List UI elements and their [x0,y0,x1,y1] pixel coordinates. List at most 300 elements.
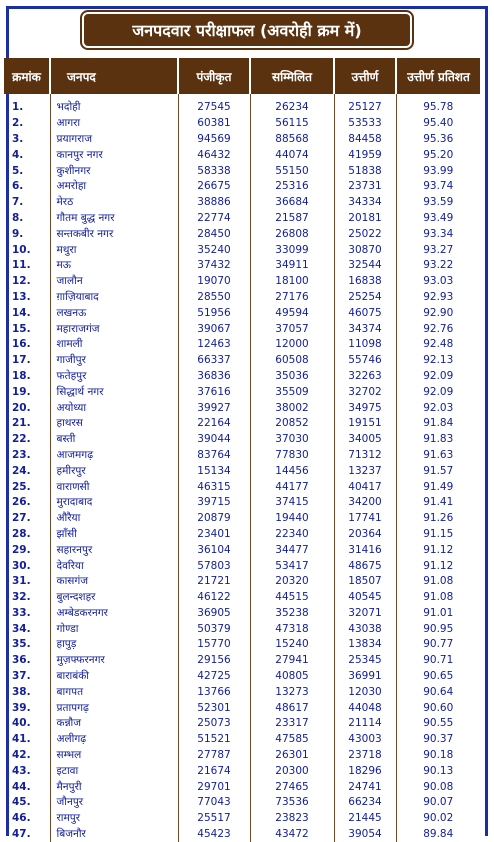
district-cell: प्रतापगढ़ [50,700,178,716]
appeared-cell: 53417 [250,558,334,574]
pass-percent-cell: 91.12 [396,542,480,558]
serial-cell: 27. [12,512,31,525]
appeared-cell: 27941 [250,653,334,669]
passed-cell: 55746 [334,353,396,369]
appeared-cell: 47585 [250,732,334,748]
pass-percent-cell: 92.93 [396,290,480,306]
table-row [4,416,480,432]
passed-cell: 12030 [334,684,396,700]
serial-cell: 35. [12,638,31,651]
district-cell: बिजनौर [50,827,178,842]
passed-cell: 40417 [334,479,396,495]
pass-percent-cell: 91.57 [396,463,480,479]
serial-cell: 1. [12,101,24,114]
appeared-cell: 20300 [250,763,334,779]
passed-cell: 39054 [334,827,396,842]
district-cell: अमरोहा [50,179,178,195]
serial-cell: 43. [12,764,31,777]
table-header-row [4,58,480,94]
serial-cell: 12. [12,275,31,288]
passed-cell: 21114 [334,716,396,732]
serial-cell: 28. [12,527,31,540]
registered-cell: 25073 [178,716,250,732]
registered-cell: 22164 [178,416,250,432]
registered-cell: 36905 [178,606,250,622]
serial-cell: 32. [12,591,31,604]
pass-percent-cell: 91.15 [396,527,480,543]
pass-percent-cell: 91.08 [396,574,480,590]
appeared-cell: 36684 [250,195,334,211]
district-cell: मथुरा [50,242,178,258]
registered-cell: 28450 [178,226,250,242]
pass-percent-cell: 92.90 [396,305,480,321]
serial-cell: 8. [12,211,24,224]
table-row [4,716,480,732]
pass-percent-cell: 91.83 [396,432,480,448]
passed-cell: 25254 [334,290,396,306]
appeared-cell: 26808 [250,226,334,242]
pass-percent-cell: 90.02 [396,811,480,827]
serial-cell: 4. [12,148,24,161]
table-row [4,590,480,606]
appeared-cell: 35238 [250,606,334,622]
district-cell: प्रयागराज [50,132,178,148]
passed-cell: 34975 [334,400,396,416]
table-row [4,147,480,163]
appeared-cell: 12000 [250,337,334,353]
district-cell: अम्बेडकरनगर [50,606,178,622]
passed-cell: 30870 [334,242,396,258]
table-row [4,827,480,842]
registered-cell: 22774 [178,211,250,227]
district-cell: जालौन [50,274,178,290]
district-cell: सम्भल [50,748,178,764]
passed-cell: 13834 [334,637,396,653]
district-cell: बस्ती [50,432,178,448]
appeared-cell: 47318 [250,621,334,637]
table-row [4,811,480,827]
registered-cell: 37616 [178,384,250,400]
serial-cell: 9. [12,227,24,240]
district-cell: सिद्धार्थ नगर [50,384,178,400]
passed-cell: 71312 [334,448,396,464]
passed-cell: 31416 [334,542,396,558]
pass-percent-cell: 93.03 [396,274,480,290]
passed-cell: 34374 [334,321,396,337]
pass-percent-cell: 90.55 [396,716,480,732]
appeared-cell: 22340 [250,527,334,543]
table-row [4,211,480,227]
passed-cell: 20364 [334,527,396,543]
registered-cell: 52301 [178,700,250,716]
district-cell: गाजीपुर [50,353,178,369]
pass-percent-cell: 93.99 [396,163,480,179]
registered-cell: 26675 [178,179,250,195]
table-row [4,94,480,116]
passed-cell: 66234 [334,795,396,811]
passed-cell: 34005 [334,432,396,448]
registered-cell: 15770 [178,637,250,653]
appeared-cell: 27176 [250,290,334,306]
registered-cell: 45423 [178,827,250,842]
table-row [4,795,480,811]
appeared-cell: 15240 [250,637,334,653]
appeared-cell: 14456 [250,463,334,479]
appeared-cell: 27465 [250,779,334,795]
serial-cell: 31. [12,575,31,588]
passed-cell: 32702 [334,384,396,400]
pass-percent-cell: 95.78 [396,94,480,116]
district-cell: कन्नौज [50,716,178,732]
serial-cell: 13. [12,290,31,303]
appeared-cell: 38002 [250,400,334,416]
registered-cell: 28550 [178,290,250,306]
registered-cell: 50379 [178,621,250,637]
passed-cell: 20181 [334,211,396,227]
appeared-cell: 56115 [250,116,334,132]
passed-cell: 25127 [334,94,396,116]
appeared-cell: 20852 [250,416,334,432]
registered-cell: 36836 [178,369,250,385]
pass-percent-cell: 93.22 [396,258,480,274]
serial-cell: 7. [12,196,24,209]
district-cell: मैनपुरी [50,779,178,795]
serial-cell: 45. [12,796,31,809]
table-row [4,337,480,353]
registered-cell: 19070 [178,274,250,290]
appeared-cell: 37415 [250,495,334,511]
appeared-cell: 44177 [250,479,334,495]
registered-cell: 15134 [178,463,250,479]
district-results-table [4,58,480,842]
table-row [4,479,480,495]
registered-cell: 37432 [178,258,250,274]
district-cell: गौतम बुद्ध नगर [50,211,178,227]
pass-percent-cell: 92.03 [396,400,480,416]
district-cell: भदोही [50,94,178,116]
district-cell: कासगंज [50,574,178,590]
table-row [4,179,480,195]
district-cell: लखनऊ [50,305,178,321]
pass-percent-cell: 92.76 [396,321,480,337]
passed-cell: 48675 [334,558,396,574]
pass-percent-cell: 90.08 [396,779,480,795]
district-cell: महाराजगंज [50,321,178,337]
pass-percent-cell: 95.40 [396,116,480,132]
table-row [4,132,480,148]
page-title: जनपदवार परीक्षाफल (अवरोही क्रम में) [82,12,412,48]
registered-cell: 46432 [178,147,250,163]
appeared-cell: 34911 [250,258,334,274]
appeared-cell: 13273 [250,684,334,700]
passed-cell: 25345 [334,653,396,669]
district-cell: सन्तकबीर नगर [50,226,178,242]
serial-cell: 25. [12,480,31,493]
serial-cell: 29. [12,543,31,556]
table-row [4,495,480,511]
pass-percent-cell: 95.20 [396,147,480,163]
appeared-cell: 77830 [250,448,334,464]
serial-cell: 42. [12,749,31,762]
table-row [4,653,480,669]
district-cell: मुरादाबाद [50,495,178,511]
serial-cell: 18. [12,369,31,382]
pass-percent-cell: 92.09 [396,384,480,400]
header-passed: उत्तीर्ण [334,58,396,94]
appeared-cell: 34477 [250,542,334,558]
serial-cell: 41. [12,733,31,746]
serial-cell: 10. [12,243,31,256]
district-cell: हापुड़ [50,637,178,653]
serial-cell: 46. [12,812,31,825]
registered-cell: 27787 [178,748,250,764]
district-cell: मेरठ [50,195,178,211]
district-cell: गोण्डा [50,621,178,637]
district-cell: वाराणसी [50,479,178,495]
registered-cell: 46122 [178,590,250,606]
header-serial: क्रमांक [4,58,50,94]
appeared-cell: 21587 [250,211,334,227]
passed-cell: 34200 [334,495,396,511]
registered-cell: 35240 [178,242,250,258]
appeared-cell: 40805 [250,669,334,685]
serial-cell: 22. [12,433,31,446]
appeared-cell: 44074 [250,147,334,163]
pass-percent-cell: 91.08 [396,590,480,606]
table-row [4,779,480,795]
pass-percent-cell: 90.77 [396,637,480,653]
passed-cell: 21445 [334,811,396,827]
district-cell: मऊ [50,258,178,274]
table-row [4,542,480,558]
table-row [4,195,480,211]
pass-percent-cell: 91.49 [396,479,480,495]
pass-percent-cell: 92.48 [396,337,480,353]
appeared-cell: 37030 [250,432,334,448]
registered-cell: 83764 [178,448,250,464]
appeared-cell: 25316 [250,179,334,195]
district-cell: बुलन्दशहर [50,590,178,606]
pass-percent-cell: 90.07 [396,795,480,811]
appeared-cell: 43472 [250,827,334,842]
district-cell: आगरा [50,116,178,132]
registered-cell: 21674 [178,763,250,779]
table-row [4,511,480,527]
table-row [4,684,480,700]
serial-cell: 21. [12,417,31,430]
pass-percent-cell: 93.74 [396,179,480,195]
serial-cell: 23. [12,448,31,461]
pass-percent-cell: 93.49 [396,211,480,227]
table-row [4,748,480,764]
pass-percent-cell: 91.01 [396,606,480,622]
registered-cell: 39044 [178,432,250,448]
registered-cell: 66337 [178,353,250,369]
table-row [4,558,480,574]
registered-cell: 25517 [178,811,250,827]
district-cell: हाथरस [50,416,178,432]
serial-cell: 19. [12,385,31,398]
registered-cell: 77043 [178,795,250,811]
pass-percent-cell: 92.13 [396,353,480,369]
passed-cell: 32071 [334,606,396,622]
pass-percent-cell: 90.71 [396,653,480,669]
passed-cell: 16838 [334,274,396,290]
table-row [4,258,480,274]
appeared-cell: 26234 [250,94,334,116]
appeared-cell: 26301 [250,748,334,764]
serial-cell: 14. [12,306,31,319]
table-row [4,242,480,258]
appeared-cell: 18100 [250,274,334,290]
registered-cell: 29156 [178,653,250,669]
appeared-cell: 60508 [250,353,334,369]
registered-cell: 27545 [178,94,250,116]
table-row [4,163,480,179]
pass-percent-cell: 90.65 [396,669,480,685]
serial-cell: 2. [12,117,24,130]
header-pass-percent: उत्तीर्ण प्रतिशत [396,58,480,94]
registered-cell: 42725 [178,669,250,685]
table-row [4,432,480,448]
registered-cell: 51521 [178,732,250,748]
registered-cell: 20879 [178,511,250,527]
registered-cell: 12463 [178,337,250,353]
appeared-cell: 23317 [250,716,334,732]
registered-cell: 13766 [178,684,250,700]
passed-cell: 84458 [334,132,396,148]
passed-cell: 18507 [334,574,396,590]
pass-percent-cell: 91.26 [396,511,480,527]
registered-cell: 36104 [178,542,250,558]
pass-percent-cell: 91.84 [396,416,480,432]
table-row [4,669,480,685]
serial-cell: 26. [12,496,31,509]
pass-percent-cell: 91.41 [396,495,480,511]
serial-cell: 34. [12,622,31,635]
passed-cell: 25022 [334,226,396,242]
passed-cell: 18296 [334,763,396,779]
appeared-cell: 35509 [250,384,334,400]
district-cell: अयोध्या [50,400,178,416]
district-cell: कुशीनगर [50,163,178,179]
table-row [4,574,480,590]
pass-percent-cell: 90.64 [396,684,480,700]
table-row [4,116,480,132]
table-body [4,94,480,842]
appeared-cell: 19440 [250,511,334,527]
table-row [4,290,480,306]
serial-cell: 24. [12,464,31,477]
table-row [4,448,480,464]
appeared-cell: 20320 [250,574,334,590]
serial-cell: 33. [12,606,31,619]
passed-cell: 32263 [334,369,396,385]
serial-cell: 37. [12,670,31,683]
header-registered: पंजीकृत [178,58,250,94]
district-cell: बाराबंकी [50,669,178,685]
appeared-cell: 49594 [250,305,334,321]
appeared-cell: 33099 [250,242,334,258]
pass-percent-cell: 90.60 [396,700,480,716]
passed-cell: 53533 [334,116,396,132]
serial-cell: 38. [12,685,31,698]
registered-cell: 39927 [178,400,250,416]
serial-cell: 11. [12,259,31,272]
table-row [4,353,480,369]
pass-percent-cell: 93.59 [396,195,480,211]
district-cell: रामपुर [50,811,178,827]
pass-percent-cell: 90.37 [396,732,480,748]
district-cell: हमीरपुर [50,463,178,479]
district-cell: झाँसी [50,527,178,543]
table-row [4,732,480,748]
serial-cell: 16. [12,338,31,351]
table-row [4,274,480,290]
district-cell: फतेहपुर [50,369,178,385]
pass-percent-cell: 92.09 [396,369,480,385]
passed-cell: 43003 [334,732,396,748]
pass-percent-cell: 89.84 [396,827,480,842]
table-row [4,321,480,337]
header-district: जनपद [50,58,178,94]
district-cell: शामली [50,337,178,353]
registered-cell: 60381 [178,116,250,132]
pass-percent-cell: 93.34 [396,226,480,242]
registered-cell: 38886 [178,195,250,211]
registered-cell: 58338 [178,163,250,179]
passed-cell: 19151 [334,416,396,432]
serial-cell: 40. [12,717,31,730]
table-row [4,226,480,242]
serial-cell: 3. [12,132,24,145]
district-cell: अलीगढ़ [50,732,178,748]
appeared-cell: 73536 [250,795,334,811]
district-cell: औरैया [50,511,178,527]
serial-cell: 36. [12,654,31,667]
table-row [4,637,480,653]
district-cell: ग़ाज़ियाबाद [50,290,178,306]
table-row [4,621,480,637]
district-cell: देवरिया [50,558,178,574]
appeared-cell: 23823 [250,811,334,827]
registered-cell: 94569 [178,132,250,148]
passed-cell: 23718 [334,748,396,764]
passed-cell: 41959 [334,147,396,163]
district-cell: मुज़फ्फरनगर [50,653,178,669]
table-row [4,305,480,321]
passed-cell: 23731 [334,179,396,195]
table-row [4,384,480,400]
passed-cell: 17741 [334,511,396,527]
passed-cell: 43038 [334,621,396,637]
table-row [4,400,480,416]
appeared-cell: 35036 [250,369,334,385]
table-row [4,369,480,385]
pass-percent-cell: 90.95 [396,621,480,637]
appeared-cell: 48617 [250,700,334,716]
district-cell: सहारनपुर [50,542,178,558]
registered-cell: 51956 [178,305,250,321]
district-cell: आजमगढ़ [50,448,178,464]
header-appeared: सम्मिलित [250,58,334,94]
table-row [4,700,480,716]
passed-cell: 36991 [334,669,396,685]
passed-cell: 34334 [334,195,396,211]
pass-percent-cell: 91.12 [396,558,480,574]
passed-cell: 40545 [334,590,396,606]
table-row [4,527,480,543]
